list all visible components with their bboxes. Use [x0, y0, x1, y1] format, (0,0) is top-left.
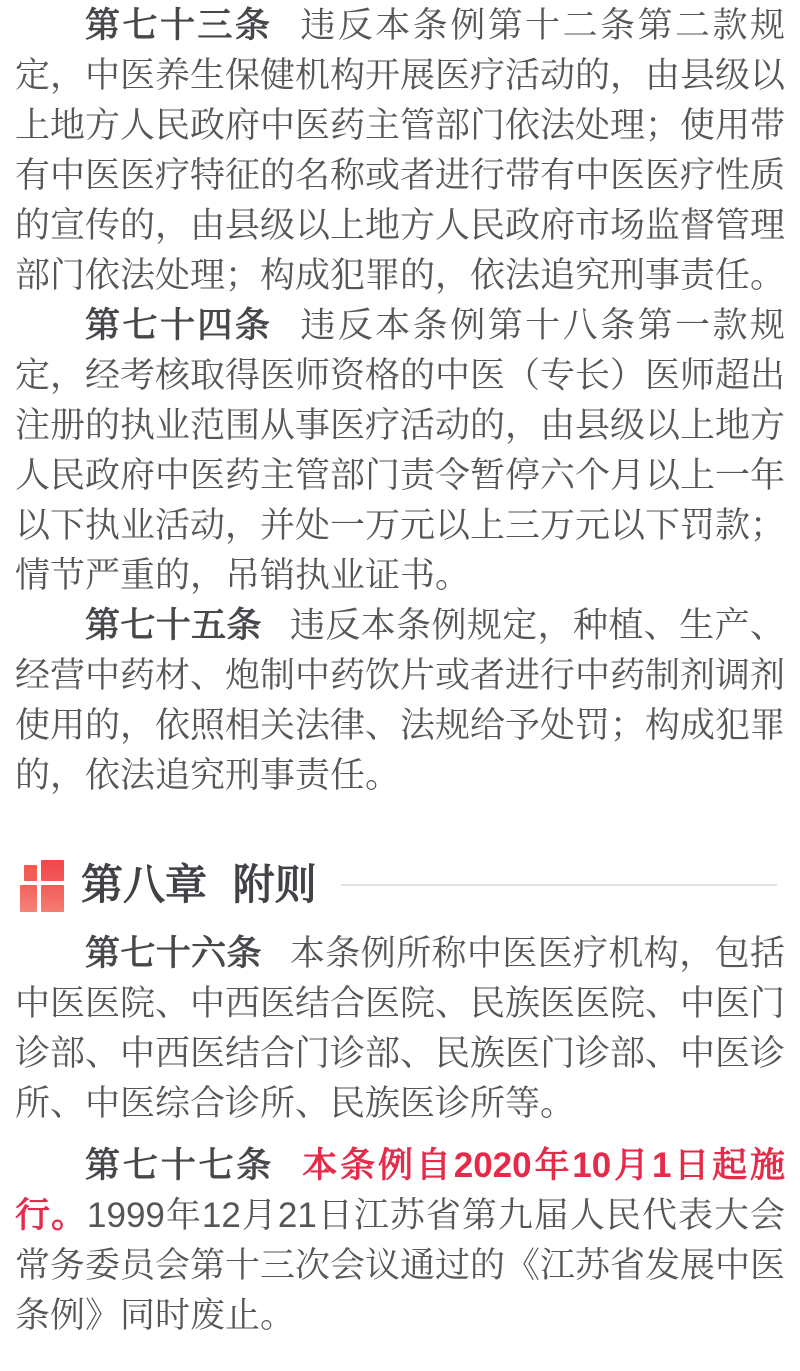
article-74-paragraph — [15, 301, 785, 601]
chapter-heading — [15, 857, 785, 913]
article-75-paragraph — [15, 601, 785, 801]
article-76-text: 本条例所称中医医疗机构，包括中医医院、中西医结合医院、民族医医院、中医门诊部、中西医结合门诊部、民族医门诊部、中医诊所、中医综合诊所、民族医诊所等。 — [15, 934, 786, 1123]
article-74-text: 违反本条例第十八条第一款规定，经考核取得医师资格的中医（专长）医师超出注册的执业范围从事医疗活动的，由县级以上地方人民政府中医药主管部门责令暂停六个月以上一年以下执业活动，并处一万元以上三万元以下罚款；情节严重的，吊销执业证书。 — [15, 306, 786, 595]
article-73-paragraph — [15, 1, 785, 301]
effective-date-highlight: 本条例自2020年10月1日起施行。 — [15, 1146, 785, 1235]
grid-square-bottom-left — [20, 885, 37, 912]
heading-divider-line — [341, 884, 777, 886]
article-77-text: 1999年12月21日江苏省第九届人民代表大会常务委员会第十三次会议通过的《江苏省发展中医条例》同时废止。 — [15, 1196, 786, 1335]
grid-square-top-left — [24, 865, 37, 881]
article-76-paragraph — [15, 929, 785, 1129]
article-76-number: 第七十六条 — [85, 934, 262, 973]
article-73-text: 违反本条例第十二条第二款规定，中医养生保健机构开展医疗活动的，由县级以上地方人民政府中医药主管部门依法处理；使用带有中医医疗特征的名称或者进行带有中医医疗性质的宣传的，由县级以上地方人民政府市场监督管理部门依法处理；构成犯罪的，依法追究刑事责任。 — [15, 6, 786, 295]
grid-squares-icon — [20, 860, 64, 912]
article-75-text: 违反本条例规定，种植、生产、经营中药材、炮制中药饮片或者进行中药制剂调剂使用的，依照相关法律、法规给予处罚；构成犯罪的，依法追究刑事责任。 — [15, 606, 786, 795]
article-77-number: 第七十七条 — [85, 1146, 275, 1185]
article-77-paragraph — [15, 1141, 785, 1341]
article-74-number: 第七十四条 — [85, 306, 273, 345]
article-75-number: 第七十五条 — [85, 606, 262, 645]
grid-square-bottom-right — [41, 885, 64, 912]
grid-square-top-right — [41, 860, 64, 881]
article-73-number: 第七十三条 — [85, 6, 273, 45]
chapter-title: 第八章 附则 — [81, 861, 317, 908]
regulation-body — [15, 1, 785, 1341]
